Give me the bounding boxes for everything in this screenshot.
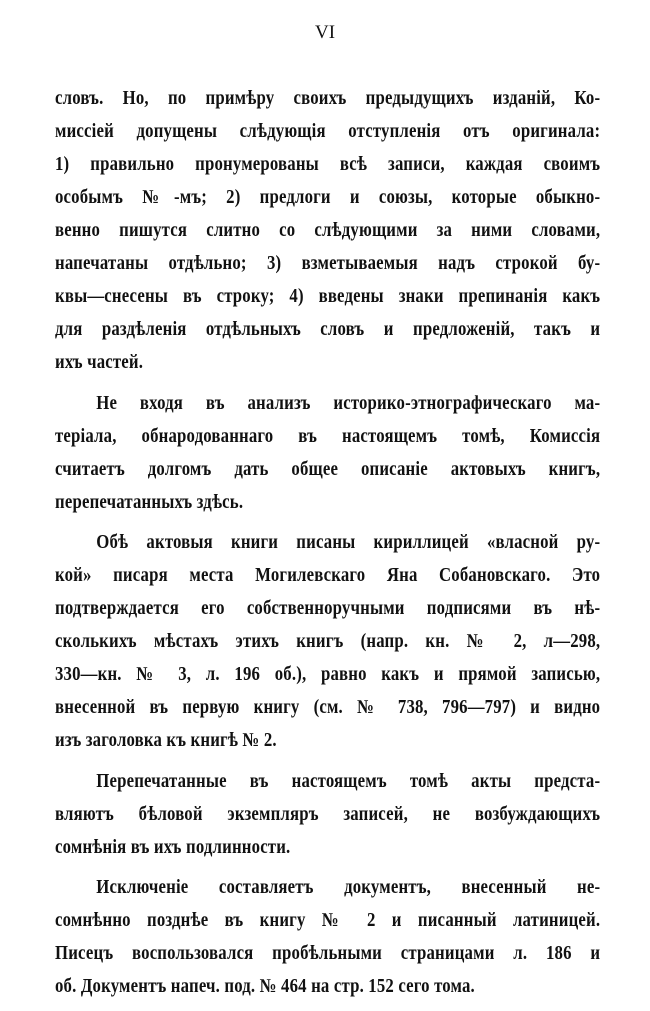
paragraph — [55, 387, 600, 519]
text-line: считаетъ долгомъ дать общее описаніе актовыхъ книгъ, — [55, 458, 601, 480]
text-line: словъ. Но, по примѣру своихъ предыдущихъ изданій, Ко- — [55, 88, 601, 109]
text-line: ихъ частей. — [55, 352, 144, 373]
text-line: Исключеніе составляетъ документъ, внесенный не- — [96, 877, 601, 898]
text-line: изъ заголовка къ книгѣ № 2. — [55, 730, 277, 751]
text-line: об. Документъ напеч. под. № 464 на стр. 152 сего тома. — [55, 976, 475, 997]
text-line: для раздѣленія отдѣльныхъ словъ и предложеній, такъ и — [55, 319, 601, 340]
text-line: миссіей допущены слѣдующія отступленія отъ оригинала: — [55, 121, 601, 142]
text-line: вляютъ бѣловой экземпляръ записей, не возбуждающихъ — [55, 803, 601, 825]
text-line: 1) правильно пронумерованы всѣ записи, каждая своимъ — [55, 154, 601, 175]
paragraph — [55, 871, 600, 1003]
text-line: сомнѣнно позднѣе въ книгу № 2 и писанный латиницей. — [55, 910, 601, 931]
text-line: перепечатанныхъ здѣсь. — [55, 491, 244, 513]
text-line: Обѣ актовыя книги писаны кириллицей «власной ру- — [96, 532, 601, 553]
paragraph — [55, 765, 600, 864]
text-line: теріала, обнародованнаго въ настоящемъ томѣ, Комиссія — [55, 425, 601, 447]
paragraph — [55, 526, 600, 757]
text-line: Не входя въ анализъ историко-этнографическаго ма- — [96, 392, 601, 414]
paragraph — [55, 82, 600, 379]
text-line: венно пишутся слитно со слѣдующими за ними словами, — [55, 220, 601, 241]
text-line: квы—снесены въ строку; 4) введены знаки препинанія какъ — [55, 286, 601, 307]
body-text — [55, 82, 600, 1011]
text-line: Перепечатанные въ настоящемъ томѣ акты предста- — [96, 770, 601, 792]
text-line: 330—кн. № 3, л. 196 об.), равно какъ и прямой записью, — [55, 664, 601, 685]
text-line: подтверждается его собственноручными подписями въ нѣ- — [55, 598, 601, 619]
text-line: кой» писаря места Могилевскаго Яна Собановскаго. Это — [55, 565, 601, 586]
text-line: Писецъ воспользовался пробѣльными страницами л. 186 и — [55, 943, 601, 964]
text-line: сомнѣнія въ ихъ подлинности. — [55, 836, 291, 858]
text-line: особымъ №-мъ; 2) предлоги и союзы, которые обыкно- — [55, 187, 601, 208]
page-number: VI — [314, 22, 336, 43]
text-line: сколькихъ мѣстахъ этихъ книгъ (напр. кн. № 2, л—298, — [55, 631, 601, 652]
text-line: напечатаны отдѣльно; 3) взметываемыя надъ строкой бу- — [55, 253, 601, 274]
text-line: внесенной въ первую книгу (см. № 738, 796—797) и видно — [55, 697, 601, 718]
